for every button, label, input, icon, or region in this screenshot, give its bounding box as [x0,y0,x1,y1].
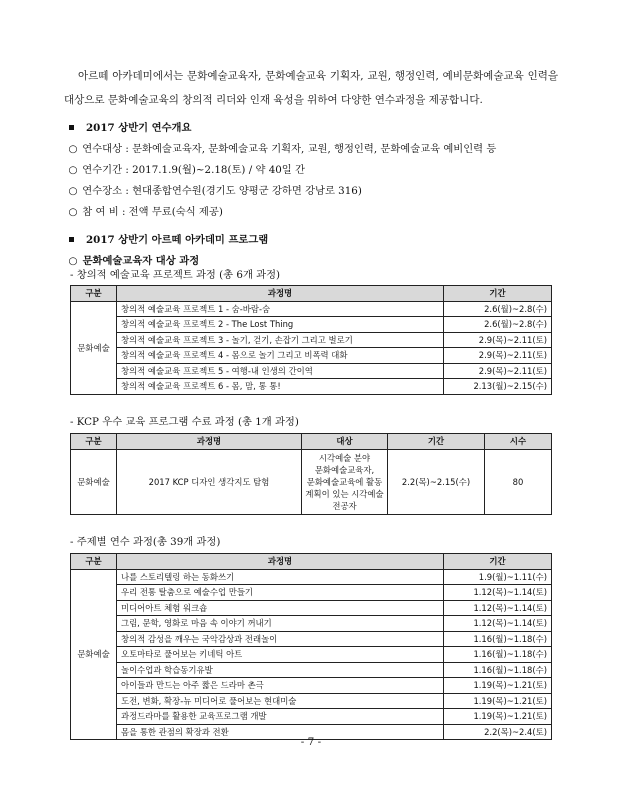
circle-bullet-icon: ○ [68,164,78,176]
program-section [67,230,268,272]
creative-project-table [70,285,552,395]
course-hours: 80 [485,449,552,514]
course-period: 2.2(목)~2.4(토) [444,724,552,740]
overview-item: ○ 연수대상 : 문화예술교육자, 문화예술교육 기획자, 교원, 행정인력, 문화예술교육 예비인력 등 [67,139,496,160]
course-name: 도전, 변화, 확장-뉴 미디어로 풀어보는 현대미술 [117,693,444,709]
column-header: 과정명 [117,554,444,570]
course-name: 창의적 감성을 깨우는 국악감상과 전래놀이 [117,631,444,647]
course-name: 과정드라마를 활용한 교육프로그램 개발 [117,709,444,725]
overview-item: ○ 연수장소 : 현대종합연수원(경기도 양평군 강하면 강남로 316) [67,181,496,202]
course-name: 창의적 예술교육 프로젝트 3 - 놀기, 걷기, 손잡기 그리고 벌로기 [117,332,444,348]
course-name: 창의적 예술교육 프로젝트 5 - 여행-내 인생의 간이역 [117,363,444,379]
course-period: 2.9(목)~2.11(토) [444,332,552,348]
table-row [71,348,552,364]
column-header: 구분 [71,554,117,570]
course-name: 창의적 예술교육 프로젝트 4 - 몸으로 놀기 그리고 비폭력 대화 [117,348,444,364]
topic-course-table [70,553,552,740]
table-header-row [71,434,552,450]
subsection-title-2: - KCP 우수 교육 프로그램 수료 과정 (총 1개 과정) [70,416,299,428]
course-period: 1.12(목)~1.14(토) [444,600,552,616]
circle-bullet-icon: ○ [68,255,78,267]
kcp-program-table [70,433,552,515]
table-row [71,301,552,317]
column-header: 구분 [71,434,117,450]
subsection-title-3: - 주제별 연수 과정(총 39개 과정) [70,536,221,548]
circle-bullet-icon: ○ [68,185,78,197]
course-name: 창의적 예술교육 프로젝트 6 - 몸, 맘, 통 통! [117,379,444,395]
overview-item: ○ 참 여 비 : 전액 무료(숙식 제공) [67,202,496,223]
table-row [71,363,552,379]
course-name: 2017 KCP 디자인 생각지도 탐험 [117,449,302,514]
table-row [71,332,552,348]
table-row [71,317,552,333]
table-row [71,379,552,395]
course-period: 1.19(목)~1.21(토) [444,709,552,725]
circle-bullet-icon: ○ [68,143,78,155]
table-row [71,616,552,632]
table-row [71,585,552,601]
course-name: 그림, 문학, 영화로 마음 속 이야기 꺼내기 [117,616,444,632]
program-heading: 2017 상반기 아르떼 아카데미 프로그램 [67,230,268,251]
course-name: 놀이수업과 학습동기유발 [117,662,444,678]
course-name: 나를 스토리텔링 하는 동화쓰기 [117,569,444,585]
circle-bullet-icon: ○ [68,206,78,218]
table-row [71,647,552,663]
subsection-title-1: - 창의적 예술교육 프로젝트 과정 (총 6개 과정) [70,269,281,281]
column-header: 과정명 [117,286,444,302]
table-row [71,449,552,514]
course-name: 오토마타로 풀어보는 키네틱 아트 [117,647,444,663]
page-number: - 7 - [300,736,322,748]
course-period: 2.9(목)~2.11(토) [444,363,552,379]
course-name: 창의적 예술교육 프로젝트 2 - The Lost Thing [117,317,444,333]
square-bullet-icon [69,125,74,130]
table-row [71,569,552,585]
course-name: 몸을 통한 관점의 확장과 전환 [117,724,444,740]
table-header-row [71,286,552,302]
column-header: 대상 [302,434,388,450]
course-period: 1.19(목)~1.21(토) [444,693,552,709]
table-row [71,693,552,709]
course-period: 2.13(월)~2.15(수) [444,379,552,395]
course-period: 2.2(목)~2.15(수) [388,449,485,514]
course-name: 미디어아트 체험 워크숍 [117,600,444,616]
course-period: 1.16(월)~1.18(수) [444,647,552,663]
column-header: 시수 [485,434,552,450]
course-period: 2.6(월)~2.8(수) [444,317,552,333]
course-period: 1.19(목)~1.21(토) [444,678,552,694]
table-row [71,662,552,678]
column-header: 구분 [71,286,117,302]
course-period: 1.16(월)~1.18(수) [444,631,552,647]
group-cell: 문화예술 [71,449,117,514]
course-name: 우리 전통 탈춤으로 예술수업 만들기 [117,585,444,601]
overview-heading: 2017 상반기 연수개요 [67,118,496,139]
table-header-row [71,554,552,570]
course-name: 창의적 예술교육 프로젝트 1 - 숨-바람-숨 [117,301,444,317]
table-row [71,600,552,616]
column-header: 과정명 [117,434,302,450]
group-cell: 문화예술 [71,569,117,740]
course-period: 2.9(목)~2.11(토) [444,348,552,364]
table-row [71,678,552,694]
group-cell: 문화예술 [71,301,117,394]
square-bullet-icon [69,237,74,242]
course-period: 1.9(월)~1.11(수) [444,569,552,585]
column-header: 기간 [388,434,485,450]
overview-item: ○ 연수기간 : 2017.1.9(월)~2.18(토) / 약 40일 간 [67,160,496,181]
course-period: 1.12(목)~1.14(토) [444,616,552,632]
intro-paragraph: 아르떼 아카데미에서는 문화예술교육자, 문화예술교육 기획자, 교원, 행정인력, 예비문화예술교육 인력을 대상으로 문화예술교육의 창의적 리더와 인재 육성을 위하여 다양한 연수과정을 제공합니다. [64,70,558,106]
course-period: 2.6(월)~2.8(수) [444,301,552,317]
column-header: 기간 [444,554,552,570]
program-target: ○ 문화예술교육자 대상 과정 [67,251,268,272]
table-row [71,709,552,725]
column-header: 기간 [444,286,552,302]
course-target: 시각예술 분야 문화예술교육자, 문화예술교육에 활동 계획이 있는 시각예술 전공자 [302,449,388,514]
course-period: 1.12(목)~1.14(토) [444,585,552,601]
overview-section [67,118,496,223]
course-period: 1.16(월)~1.18(수) [444,662,552,678]
course-name: 아이들과 만드는 아주 짧은 드라마 촌극 [117,678,444,694]
table-row [71,631,552,647]
